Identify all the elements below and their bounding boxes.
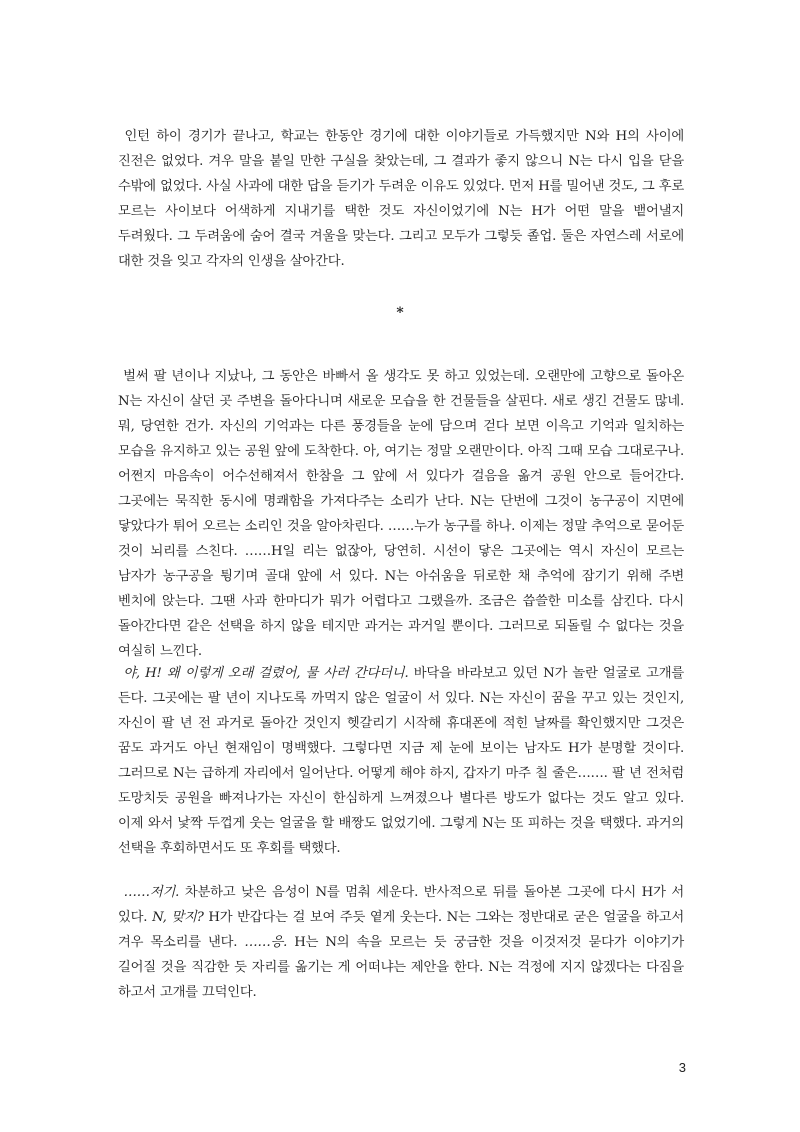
paragraph-2 xyxy=(118,364,684,664)
paragraph-3 xyxy=(118,661,684,861)
paragraph-4 xyxy=(118,880,684,1005)
paragraph-4-dialogue-b: N, 맞지? xyxy=(152,910,204,925)
page-number: 3 xyxy=(678,1060,686,1075)
section-separator: * xyxy=(396,305,404,321)
paragraph-1-text: 인턴 하이 경기가 끝나고, 학교는 한동안 경기에 대한 이야기들로 가득했지만 N와 H의 사이에 진전은 없었다. 겨우 말을 붙일 만한 구실을 찾았는데, 그 결과가 좋지 않으니 N는 다시 입을 닫을 수밖에 없었다. 사실 사과에 대한 답을 듣기가 두려운 이유도 있었다. 먼저 H를 밀어낸 것도, 그 후로 모르는 사이보다 어색하게 지내기를 택한 것도 자신이었기에 N는 H가 어떤 말을 뱉어낼지 두려웠다. 그 두려움에 숨어 결국 겨울을 맞는다. 그리고 모두가 그렇듯 졸업. 둘은 자연스레 서로에 대한 것을 잊고 각자의 인생을 살아간다. xyxy=(118,129,685,269)
paragraph-2-text: 벌써 팔 년이나 지났나, 그 동안은 바빠서 올 생각도 못 하고 있었는데. 오랜만에 고향으로 돌아온 N는 자신이 살던 곳 주변을 돌아다니며 새로운 모습을 한 건물들을 살핀다. 새로 생긴 건물도 많네. 뭐, 당연한 건가. 자신의 기억과는 다른 풍경들을 눈에 담으며 걷다 보면 이윽고 기억과 일치하는 모습을 유지하고 있는 공원 앞에 도착한다. 아, 여기는 정말 오랜만이다. 아직 그때 모습 그대로구나. 어쩐지 마음속이 어수선해져서 한참을 그 앞에 서 있다가 걸음을 옮겨 공원 안으로 들어간다. 그곳에는 묵직한 동시에 명쾌함을 가져다주는 소리가 난다. N는 단번에 그것이 농구공이 지면에 닿았다가 튀어 오르는 소리인 것을 알아차린다. ……누가 농구를 하나. 이제는 정말 추억으로 묻어둔 것이 뇌리를 스친다. ……H일 리는 없잖아, 당연히. 시선이 닿은 그곳에는 역시 자신이 모르는 남자가 농구공을 튕기며 골대 앞에 서 있다. N는 아쉬움을 뒤로한 채 추억에 잠기기 위해 주변 벤치에 앉는다. 그땐 사과 한마디가 뭐가 어렵다고 그랬을까. 조금은 씁쓸한 미소를 삼킨다. 다시 돌아간다면 같은 선택을 하지 않을 테지만 과거는 과거일 뿐이다. 그러므로 되돌릴 수 없다는 것을 여실히 느낀다. xyxy=(118,369,684,659)
paragraph-4-dialogue-c: ……응. xyxy=(244,935,288,950)
paragraph-4-text-a: 차분하고 낮은 음성이 N를 멈춰 세운다. 반사적으로 뒤를 돌아본 그곳에 다시 H가 서 있다. xyxy=(118,885,685,925)
paragraph-3-text: 바닥을 바라보고 있던 N가 놀란 얼굴로 고개를 든다. 그곳에는 팔 년이 지나도록 까먹지 않은 얼굴이 서 있다. N는 자신이 꿈을 꾸고 있는 것인지, 자신이 팔 년 전 과거로 돌아간 것인지 헷갈리기 시작해 휴대폰에 적힌 날짜를 확인했지만 그것은 꿈도 과거도 아닌 현재임이 명백했다. 그렇다면 지금 제 눈에 보이는 남자도 H가 분명할 것이다. 그러므로 N는 급하게 자리에서 일어난다. 어떻게 해야 하지, 갑자기 마주 칠 줄은……. 팔 년 전처럼 도망치듯 공원을 빠져나가는 자신이 한심하게 느껴졌으나 별다른 방도가 없다는 것도 알고 있다. 이제 와서 낯짝 두껍게 웃는 얼굴을 할 배짱도 없었기에. 그렇게 N는 또 피하는 것을 택했다. 과거의 선택을 후회하면서도 또 후회를 택했다. xyxy=(118,666,684,856)
paragraph-4-text-b: H가 반갑다는 걸 보여 주듯 옅게 웃는다. N는 그와는 정반대로 굳은 얼굴을 하고서 겨우 목소리를 낸다. xyxy=(118,910,684,950)
paragraph-4-dialogue-a: ……저기. xyxy=(123,885,180,900)
paragraph-3-dialogue: 야, H! 왜 이렇게 오래 걸렸어, 물 사러 간다더니. xyxy=(123,666,409,681)
paragraph-4-text-c: H는 N의 속을 모르는 듯 궁금한 것을 이것저것 묻다가 이야기가 길어질 것을 직감한 듯 자리를 옮기는 게 어떠냐는 제안을 한다. N는 걱정에 지지 않겠다는 다짐을 하고서 고개를 끄덕인다. xyxy=(118,935,685,1000)
paragraph-1 xyxy=(118,124,684,274)
